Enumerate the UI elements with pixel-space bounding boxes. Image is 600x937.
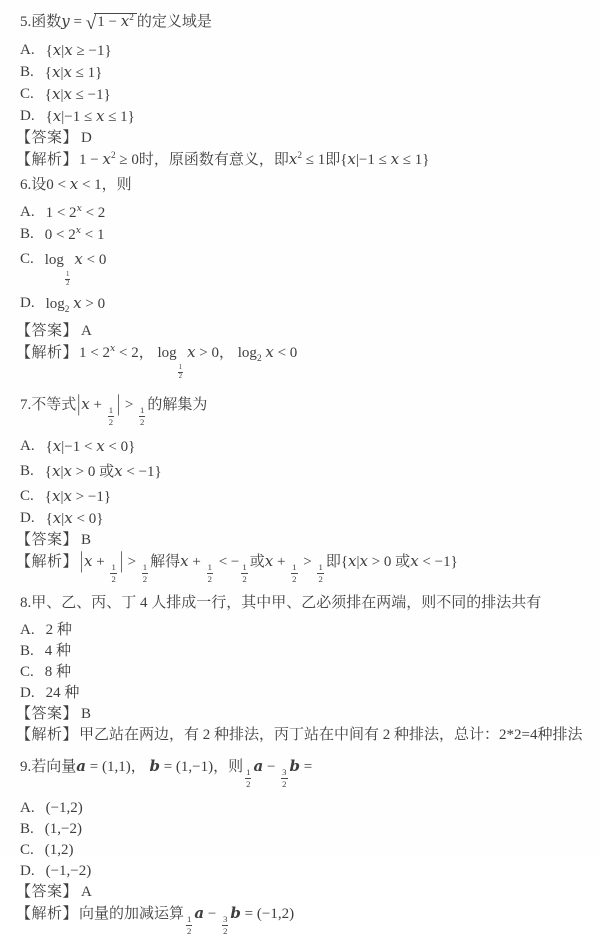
option-label: B.	[20, 820, 34, 837]
option-row	[20, 437, 584, 456]
option-label: C.	[20, 487, 34, 504]
option-text: {x|x ≥ −1}	[45, 40, 112, 59]
analysis-text: $1 - x^2 \ge 0$时，原函数有意义，即$x^2 \le 1$即{x|−1 ≤ x ≤ 1}	[79, 149, 430, 168]
option-text: {x|x > −1}	[44, 486, 112, 505]
option-text: {x|−1 ≤ x ≤ 1}	[45, 106, 135, 125]
answer-label: 【答案】	[16, 883, 79, 900]
option-label: A.	[20, 799, 35, 816]
answer-value: D	[81, 129, 92, 146]
question-stem: 7.不等式|x + $\frac{1}{2}$ | > $\frac{1}{2}$ 的解集为	[20, 391, 208, 427]
answer-label: 【答案】	[16, 323, 79, 340]
analysis-text: 向量的加减运算 $\frac{1}{2}$ a − $\frac{3}{2}$ b = (−1,2)	[79, 903, 295, 937]
answer-value: B	[81, 531, 92, 548]
question-block-9	[16, 756, 584, 937]
analysis-row	[16, 343, 584, 381]
answer-row	[16, 705, 584, 723]
option-label: D.	[20, 684, 35, 701]
analysis-text: 甲乙站在两边，有 2 种排法，丙丁站在中间有 2 种排法，总计：2*2=4种排法	[79, 726, 583, 743]
option-text: (1,2)	[44, 841, 74, 858]
question-block-7	[16, 391, 584, 585]
option-text: $0 < 2^x < 1$	[44, 224, 105, 243]
question-block-5	[16, 12, 584, 169]
question-stem: 6.设0 < x < 1，则	[20, 174, 132, 193]
question-block-6	[16, 174, 584, 382]
option-text: 8 种	[44, 663, 72, 680]
option-row	[20, 509, 584, 528]
option-row	[20, 107, 584, 126]
option-text: (1,−2)	[44, 820, 82, 837]
option-row	[20, 862, 584, 880]
option-text: (−1,−2)	[45, 862, 92, 879]
option-row	[20, 250, 584, 288]
option-label: A.	[20, 621, 35, 638]
option-label: B.	[20, 642, 34, 659]
option-text: {x|x ≤ 1}	[44, 62, 103, 81]
option-row	[20, 85, 584, 104]
option-text: 4 种	[44, 642, 72, 659]
answer-label: 【答案】	[16, 129, 79, 146]
option-text: 24 种	[45, 684, 80, 701]
analysis-row	[16, 548, 584, 585]
option-row	[20, 684, 584, 702]
analysis-label: 【解析】	[16, 726, 79, 743]
option-row	[20, 462, 584, 481]
answer-value: A	[81, 323, 92, 340]
question-block-8	[16, 594, 584, 744]
analysis-label: 【解析】	[16, 151, 79, 168]
option-text: $\log_2 x > 0$	[45, 294, 106, 316]
answer-label: 【答案】	[16, 531, 79, 548]
option-text: {x|x > 0 或x < −1}	[44, 461, 162, 480]
option-row	[20, 41, 584, 60]
analysis-label: 【解析】	[16, 345, 79, 362]
option-label: D.	[20, 509, 35, 526]
option-row	[20, 225, 584, 244]
option-label: D.	[20, 862, 35, 879]
option-row	[20, 63, 584, 82]
option-label: C.	[20, 85, 34, 102]
option-label: A.	[20, 41, 35, 58]
answer-row	[16, 322, 584, 340]
question-stem: 9.若向量a = (1,1)， b = (1,−1)，则 $\frac{1}{2}$ a − $\frac{3}{2}$ b =	[20, 756, 313, 790]
answer-row	[16, 129, 584, 147]
option-text: {x|−1 < x < 0}	[45, 436, 136, 455]
analysis-label: 【解析】	[16, 905, 79, 922]
option-row	[20, 621, 584, 639]
option-row	[20, 642, 584, 660]
analysis-row	[16, 904, 584, 937]
option-text: $1 < 2^x < 2$	[45, 202, 106, 221]
option-label: C.	[20, 841, 34, 858]
option-label: D.	[20, 295, 35, 312]
option-label: B.	[20, 462, 34, 479]
option-label: A.	[20, 437, 35, 454]
option-label: C.	[20, 250, 34, 267]
analysis-text: |x + $\frac{1}{2}$ | > $\frac{1}{2}$ 解得x + $\frac{1}{2}$ < − $\frac{1}{2}$ 或x + $\frac{1}{2}$ > $\frac{1}{2}$ 即{x|x > 0 或x < −1}	[80, 548, 458, 584]
option-label: D.	[20, 107, 35, 124]
option-text: 2 种	[45, 621, 72, 638]
option-row	[20, 841, 584, 859]
option-label: C.	[20, 663, 34, 680]
option-label: A.	[20, 203, 35, 220]
option-row	[20, 203, 584, 222]
option-row	[20, 487, 584, 506]
analysis-text: $1 < 2^x < 2$， log $\frac{1}{2}$ x > 0， $\log_2 x < 0$	[79, 343, 298, 381]
answer-value: A	[81, 883, 92, 900]
analysis-row	[16, 726, 584, 744]
option-text: (−1,2)	[45, 799, 83, 816]
answer-value: B	[81, 705, 92, 722]
option-row	[20, 820, 584, 838]
analysis-label: 【解析】	[16, 553, 79, 570]
option-text: log $\frac{1}{2}$ x < 0	[44, 249, 107, 287]
answer-row	[16, 531, 584, 549]
option-row	[20, 799, 584, 817]
answer-row	[16, 883, 584, 901]
question-stem: 5.函数y = √ $1 - x^2$ 的定义域是	[20, 12, 212, 34]
option-text: {x|x ≤ −1}	[44, 84, 111, 103]
option-label: B.	[20, 63, 34, 80]
analysis-row	[16, 150, 584, 169]
option-label: B.	[20, 225, 34, 242]
answer-label: 【答案】	[16, 705, 79, 722]
option-row	[20, 663, 584, 681]
question-stem: 8.甲、乙、丙、丁 4 人排成一行，其中甲、乙必须排在两端，则不同的排法共有	[20, 594, 542, 611]
option-row	[20, 294, 584, 316]
option-text: {x|x < 0}	[45, 508, 104, 527]
